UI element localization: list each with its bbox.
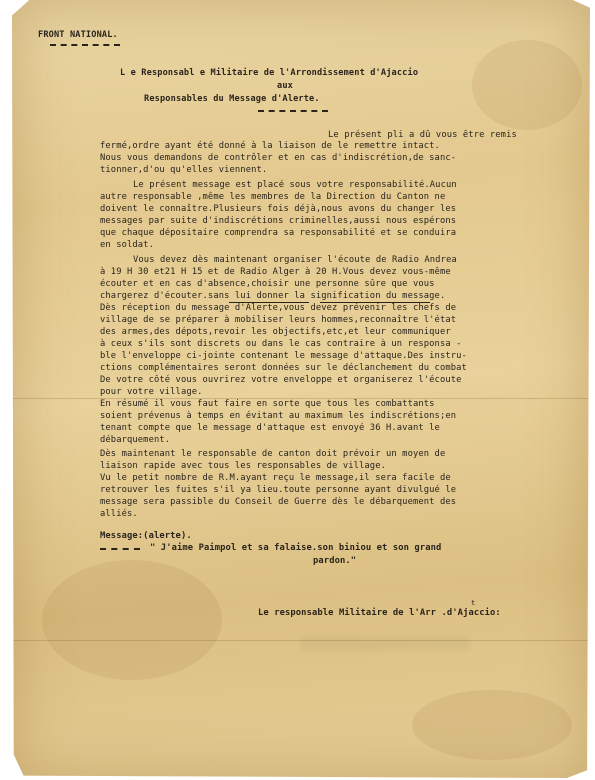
title-underline <box>258 110 328 112</box>
body-line: Vous devez dès maintenant organiser l'écoute de Radio Andrea <box>133 255 457 265</box>
body-line: tionner,d'ou qu'elles viennent. <box>100 165 268 175</box>
body-line: à ceux s'ils sont discrets ou dans le cas contraire à un responsa - <box>100 339 462 349</box>
stain <box>472 40 582 130</box>
body-line: écouter et en cas d'absence,choisir une personne sûre que vous <box>100 279 435 289</box>
body-line: De votre côté vous ouvrirez votre enveloppe et organiserez l'écoute <box>100 375 462 385</box>
body-line: Le présent pli a dû vous être remis <box>328 130 517 140</box>
body-line: Le présent message est placé sous votre responsabilité.Aucun <box>133 180 457 190</box>
body-line: liaison rapide avec tous les responsables de village. <box>100 461 386 471</box>
body-line: ctions complémentaires seront données sur le déclanchement du combat <box>100 363 467 373</box>
message-rule <box>100 548 140 550</box>
body-line: messages par suite d'indiscrétions criminelles,aussi nous espérons <box>100 216 457 226</box>
body-line: à 19 H 30 et21 H 15 et de Radio Alger à 20 H.Vous devez vous-même <box>100 267 451 277</box>
body-line: alliés. <box>100 509 138 519</box>
title-line-3: Responsables du Message d'Alerte. <box>144 94 320 104</box>
org-name: FRONT NATIONAL. <box>38 30 118 40</box>
body-line: doivent le connaître.Plusieurs fois déjà,nous avons du changer les <box>100 204 457 214</box>
message-label: Message:(alerte). <box>100 531 192 541</box>
body-line: chargerez d'écouter.sans lui donner la signification du message. <box>100 291 446 301</box>
document-page <box>12 0 590 778</box>
body-line: retrouver les fuites s'il ya lieu.toute personne ayant divulgué le <box>100 485 457 495</box>
message-quote-line-1: " J'aime Paimpol et sa falaise.son biniou et son grand <box>150 543 442 553</box>
signature-line: Le responsable Militaire de l'Arr .d'Ajaccio: <box>258 608 501 618</box>
stain <box>412 690 572 760</box>
body-line: en soldat. <box>100 240 154 250</box>
body-line: que chaque dépositaire comprendra sa responsabilité et se conduira <box>100 228 457 238</box>
body-line: En résumé il vous faut faire en sorte que tous les combattants <box>100 399 435 409</box>
faded-stamp <box>300 636 470 650</box>
title-line-1: L e Responsabl e Militaire de l'Arrondissement d'Ajaccio <box>120 68 419 78</box>
body-line: soient prévenus à temps en évitant au maximum les indiscrétions;en <box>100 411 457 421</box>
body-line: Vu le petit nombre de R.M.ayant reçu le message,il sera facile de <box>100 473 451 483</box>
body-line: pour votre village. <box>100 387 203 397</box>
body-line: des armes,des dépots,revoir les objectifs,etc,et leur communiquer <box>100 327 451 337</box>
body-line: village de se préparer à mobiliser leurs hommes,reconnaître l'état <box>100 315 457 325</box>
stain <box>42 560 222 680</box>
signature-superscript: t <box>471 599 476 607</box>
body-line: Nous vous demandons de contrôler et en cas d'indiscrétion,de sanc- <box>100 153 457 163</box>
body-line: tenant compte que le message d'attaque est envoyé 36 H.avant le <box>100 423 440 433</box>
body-line: fermé,ordre ayant été donné à la liaison de le remettre intact. <box>100 141 440 151</box>
title-line-2: aux <box>277 81 293 91</box>
body-line: débarquement. <box>100 435 171 445</box>
body-line: message sera passible du Conseil de Guerre dès le débarquement des <box>100 497 457 507</box>
body-line: Dès maintenant le responsable de canton doit prévoir un moyen de <box>100 449 446 459</box>
org-underline <box>50 44 120 46</box>
message-quote-line-2: pardon." <box>313 556 357 566</box>
body-line: Dès réception du message d'Alerte,vous devez prévenir les chefs de <box>100 303 457 313</box>
body-line: ble l'enveloppe ci-jointe contenant le message d'attaque.Des instru- <box>100 351 467 361</box>
body-line: autre responsable ,même les membres de la Direction du Canton ne <box>100 192 446 202</box>
